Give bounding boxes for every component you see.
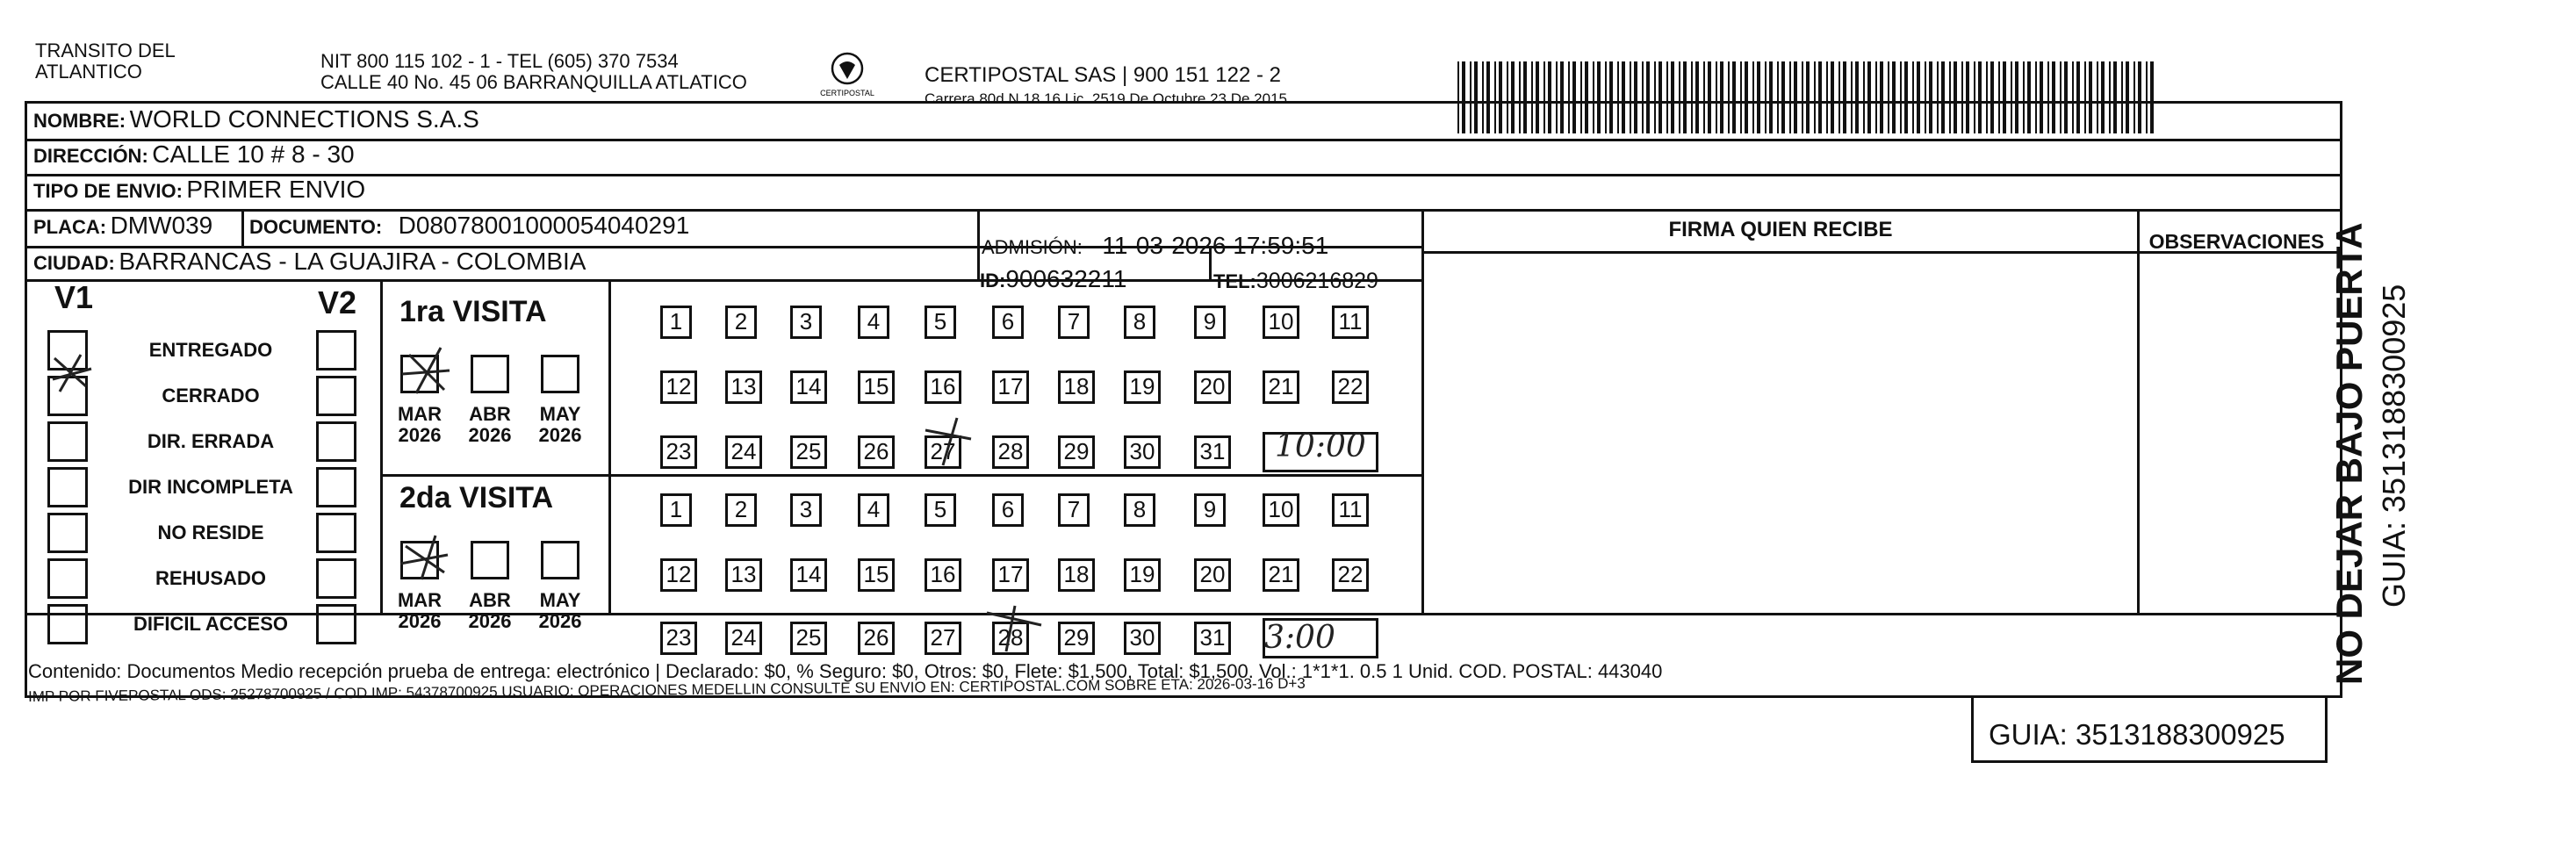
day-box[interactable]: 9 [1194, 306, 1226, 339]
admision-row [982, 230, 1328, 266]
month-label: ABR 2026 [468, 403, 512, 446]
observaciones-header: OBSERVACIONES [2148, 230, 2325, 253]
month-checkbox[interactable] [400, 541, 439, 579]
day-box[interactable]: 30 [1124, 622, 1161, 655]
month-label: ABR 2026 [468, 589, 512, 632]
day-box[interactable]: 5 [925, 493, 956, 527]
visit1-time-note: 10:00 [1275, 428, 1366, 464]
v2-checkbox[interactable] [316, 376, 356, 416]
month-checkbox[interactable] [541, 355, 579, 393]
day-box[interactable]: 16 [925, 370, 961, 404]
v1-header: V1 [54, 279, 94, 315]
day-box[interactable]: 13 [725, 558, 762, 592]
address-line: CALLE 40 No. 45 06 BARRANQUILLA ATLATICO [320, 71, 747, 93]
certipostal-logo [808, 49, 887, 100]
status-label: DIFICIL ACCESO [133, 613, 288, 635]
firma-header: FIRMA QUIEN RECIBE [1668, 218, 1893, 241]
day-box[interactable]: 28 [992, 622, 1029, 655]
v1-checkbox[interactable] [47, 467, 88, 507]
day-box[interactable]: 12 [660, 370, 697, 404]
v1-checkbox[interactable] [47, 558, 88, 599]
placa-value: DMW039 [110, 212, 213, 239]
v2-checkbox[interactable] [316, 330, 356, 370]
nombre-label: NOMBRE: [33, 110, 126, 132]
org-name-line2: ATLANTICO [35, 61, 142, 83]
placa-label: PLACA: [33, 216, 107, 238]
day-box[interactable]: 29 [1058, 622, 1095, 655]
day-box[interactable]: 4 [858, 306, 889, 339]
day-box[interactable]: 15 [858, 558, 895, 592]
day-box[interactable]: 22 [1332, 558, 1369, 592]
day-box[interactable]: 23 [660, 435, 697, 469]
day-box[interactable]: 3 [790, 306, 822, 339]
v2-checkbox[interactable] [316, 604, 356, 644]
v1-checkbox[interactable] [47, 330, 88, 370]
company-line: CERTIPOSTAL SAS | 900 151 122 - 2 [925, 63, 1281, 87]
visit2-time-note: 3:00 [1264, 620, 1335, 656]
tipo-value: PRIMER ENVIO [186, 176, 366, 203]
documento-value: D08078001000054040291 [398, 212, 690, 239]
day-box[interactable]: 8 [1124, 493, 1155, 527]
day-box[interactable]: 1 [660, 306, 692, 339]
day-box[interactable]: 29 [1058, 435, 1095, 469]
org-name-line1: TRANSITO DEL [35, 40, 176, 61]
day-box[interactable]: 19 [1124, 370, 1161, 404]
day-box[interactable]: 2 [725, 306, 757, 339]
day-box[interactable]: 3 [790, 493, 822, 527]
day-box[interactable]: 14 [790, 558, 827, 592]
day-box[interactable]: 7 [1058, 306, 1090, 339]
day-box[interactable]: 12 [660, 558, 697, 592]
day-box[interactable]: 7 [1058, 493, 1090, 527]
ciudad-row [33, 246, 586, 282]
day-box[interactable]: 5 [925, 306, 956, 339]
tel-row [1213, 265, 1378, 300]
day-box[interactable]: 25 [790, 435, 827, 469]
day-box[interactable]: 10 [1263, 493, 1299, 527]
day-box[interactable]: 21 [1263, 370, 1299, 404]
month-label: MAR 2026 [397, 589, 443, 632]
v2-header: V2 [318, 284, 357, 320]
v1-checkbox[interactable] [47, 513, 88, 553]
day-box[interactable]: 10 [1263, 306, 1299, 339]
day-box[interactable]: 20 [1194, 370, 1231, 404]
v2-checkbox[interactable] [316, 421, 356, 462]
day-box[interactable]: 13 [725, 370, 762, 404]
v2-checkbox[interactable] [316, 467, 356, 507]
status-label: NO RESIDE [157, 522, 264, 543]
side-guia: GUIA: 3513188300925 [2376, 284, 2412, 608]
visit1-title: 1ra VISITA [399, 295, 547, 328]
day-box[interactable]: 11 [1332, 306, 1369, 339]
delivery-form [25, 101, 2342, 698]
id-row [980, 263, 1126, 299]
day-box[interactable]: 23 [660, 622, 697, 655]
v2-checkbox[interactable] [316, 558, 356, 599]
day-box[interactable]: 18 [1058, 558, 1095, 592]
day-box[interactable]: 27 [925, 435, 961, 469]
day-box[interactable]: 14 [790, 370, 827, 404]
day-box[interactable]: 6 [992, 493, 1024, 527]
status-label: REHUSADO [155, 567, 266, 589]
day-box[interactable]: 26 [858, 435, 895, 469]
guia-footer: GUIA: 3513188300925 [1989, 718, 2285, 751]
tipo-label: TIPO DE ENVIO: [33, 180, 183, 202]
month-checkbox[interactable] [471, 541, 509, 579]
license-line: Carrera 80d N 18 16 Lic. 2519 De Octubre 23 De 2015 [925, 90, 1287, 107]
status-label: ENTREGADO [148, 339, 273, 361]
day-box[interactable]: 8 [1124, 306, 1155, 339]
day-box[interactable]: 17 [992, 370, 1029, 404]
day-box[interactable]: 4 [858, 493, 889, 527]
day-box[interactable]: 11 [1332, 493, 1369, 527]
day-box[interactable]: 24 [725, 435, 762, 469]
day-box[interactable]: 1 [660, 493, 692, 527]
day-box[interactable]: 27 [925, 622, 961, 655]
id-value: 900632211 [1005, 265, 1127, 292]
ciudad-label: CIUDAD: [33, 252, 115, 274]
day-box[interactable]: 9 [1194, 493, 1226, 527]
visit2-title: 2da VISITA [399, 481, 554, 514]
month-label: MAR 2026 [397, 403, 443, 446]
day-box[interactable]: 30 [1124, 435, 1161, 469]
day-box[interactable]: 25 [790, 622, 827, 655]
ciudad-value: BARRANCAS - LA GUAJIRA - COLOMBIA [119, 248, 586, 275]
direccion-row [33, 139, 355, 175]
month-label: MAY 2026 [538, 403, 582, 446]
admision-value: 11-03-2026 17:59:51 [1102, 232, 1329, 259]
day-box[interactable]: 28 [992, 435, 1029, 469]
month-label: MAY 2026 [538, 589, 582, 632]
day-box[interactable]: 26 [858, 622, 895, 655]
guia-box-divider [1971, 698, 1974, 761]
nombre-row [33, 104, 479, 140]
v1-checkbox[interactable] [47, 604, 88, 644]
day-box[interactable]: 18 [1058, 370, 1095, 404]
direccion-label: DIRECCIÓN: [33, 145, 148, 167]
status-label: DIR INCOMPLETA [128, 476, 293, 498]
direccion-value: CALLE 10 # 8 - 30 [152, 140, 355, 168]
month-checkbox[interactable] [400, 355, 439, 393]
day-box[interactable]: 22 [1332, 370, 1369, 404]
day-box[interactable]: 6 [992, 306, 1024, 339]
nit-line: NIT 800 115 102 - 1 - TEL (605) 370 7534 [320, 50, 679, 72]
status-label: DIR. ERRADA [147, 430, 275, 452]
day-box[interactable]: 21 [1263, 558, 1299, 592]
day-box[interactable]: 31 [1194, 435, 1231, 469]
id-label: ID: [980, 270, 1006, 291]
documento-row [249, 210, 689, 246]
day-box[interactable]: 19 [1124, 558, 1161, 592]
nombre-value: WORLD CONNECTIONS S.A.S [129, 105, 479, 133]
day-box[interactable]: 2 [725, 493, 757, 527]
day-box[interactable]: 15 [858, 370, 895, 404]
day-box[interactable]: 20 [1194, 558, 1231, 592]
imp-line: IMP POR FIVEPOSTAL ODS: 25278700925 / COD.IMP: 54378700925 USUARIO: OPERACIONES MEDELLIN CONSULTE SU ENVIO EN: CERTIPOSTAL.COM SOBRE ETA: 2026-03-16 D+3 [28, 674, 1306, 705]
status-label: CERRADO [162, 385, 260, 406]
v1-checkbox[interactable] [47, 376, 88, 416]
month-checkbox[interactable] [541, 541, 579, 579]
documento-label: DOCUMENTO: [249, 216, 383, 238]
tipo-row [33, 174, 365, 210]
contenido-line: Contenido: Documentos Medio recepción prueba de entrega: electrónico | Declarado: $0, % Seguro: $0, Otros: $0, Flete: $1,500, Total: $1,500. Vol.: 1*1*1. 0.5 1 Unid. COD. POSTAL: 443040 [28, 660, 1663, 682]
day-box[interactable]: 16 [925, 558, 961, 592]
tel-value: 3006216829 [1256, 269, 1378, 293]
day-box[interactable]: 31 [1194, 622, 1231, 655]
day-box[interactable]: 17 [992, 558, 1029, 592]
v1-checkbox[interactable] [47, 421, 88, 462]
logo-text: CERTIPOSTAL [820, 89, 874, 97]
v2-checkbox[interactable] [316, 513, 356, 553]
no-dejar-warning: NO DEJAR BAJO PUERTA [2328, 222, 2370, 685]
admision-label: ADMISIÓN: [982, 236, 1083, 258]
placa-row [33, 210, 212, 246]
day-box[interactable]: 24 [725, 622, 762, 655]
month-checkbox[interactable] [471, 355, 509, 393]
tel-label: TEL: [1213, 270, 1256, 292]
